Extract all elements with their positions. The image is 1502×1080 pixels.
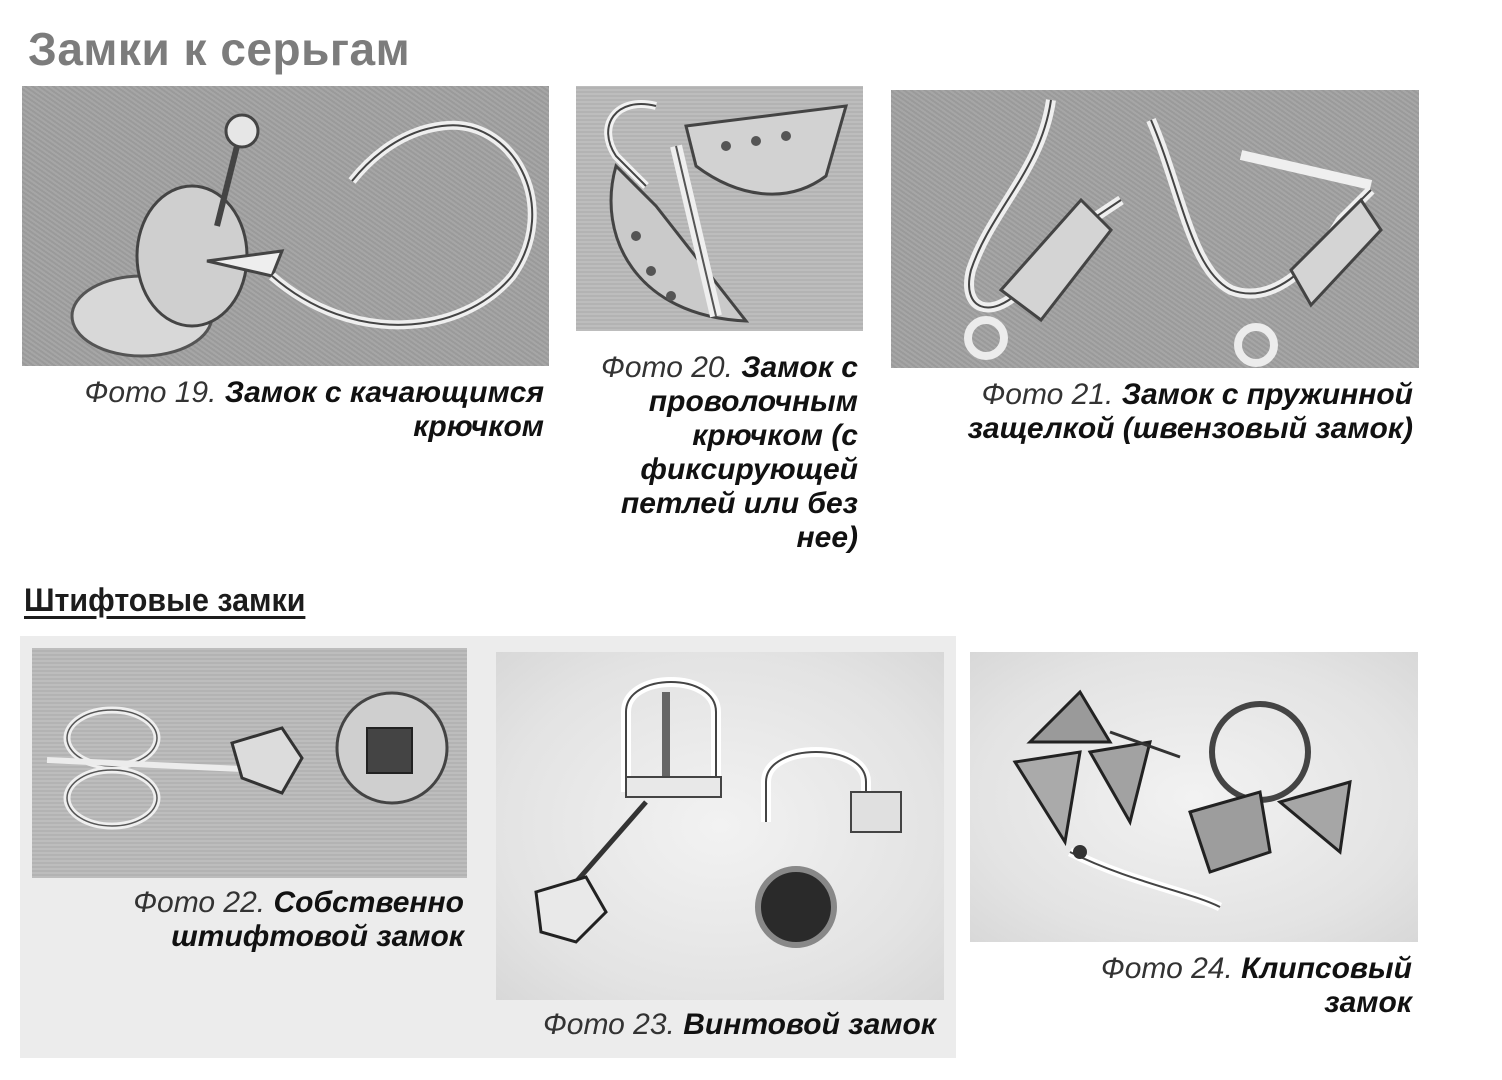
- section-title: Штифтовые замки: [24, 582, 306, 618]
- photo-24-description: Клипсовый замок: [1241, 952, 1412, 1019]
- photo-19-swing-hook-clasp: [22, 86, 549, 366]
- photo-22-description: Собственно штифтовой замок: [171, 886, 464, 953]
- photo-23-number: Фото 23.: [542, 1008, 675, 1041]
- photo-22-stud-clasp: [32, 648, 467, 878]
- photo-21-caption: [893, 378, 1413, 446]
- photo-19-caption: [24, 376, 544, 444]
- photo-24-caption: [1010, 952, 1412, 1020]
- photo-23-caption: [500, 1008, 936, 1042]
- photo-22-caption: [44, 886, 464, 954]
- page-title: Замки к серьгам: [28, 23, 411, 75]
- photo-24-clip-clasp: [970, 652, 1418, 942]
- photo-20-number: Фото 20.: [601, 351, 733, 384]
- photo-20-caption: [566, 351, 858, 555]
- photo-24-number: Фото 24.: [1100, 952, 1233, 985]
- earring-stud-image: [32, 648, 467, 878]
- photo-22-number: Фото 22.: [133, 886, 266, 919]
- earring-wire-hook-image: [576, 86, 863, 331]
- earring-clip-image: [970, 652, 1418, 942]
- photo-23-description: Винтовой замок: [683, 1008, 936, 1041]
- photo-19-number: Фото 19.: [84, 376, 217, 409]
- photo-20-wire-hook-clasp: [576, 86, 863, 331]
- photo-21-description: Замок с пружинной защелкой (швензовый замок): [967, 378, 1413, 445]
- earring-screw-image: [496, 652, 944, 1000]
- photo-20-description: Замок с проволочным крючком (с фиксирующей петлей или без нее): [620, 351, 858, 554]
- photo-23-screw-clasp: [496, 652, 944, 1000]
- earring-swing-hook-image: [22, 86, 549, 366]
- photo-21-spring-latch-clasp: [891, 90, 1419, 368]
- photo-21-number: Фото 21.: [981, 378, 1114, 411]
- earring-spring-latch-image: [891, 90, 1419, 368]
- photo-19-description: Замок с качающимся крючком: [224, 376, 544, 443]
